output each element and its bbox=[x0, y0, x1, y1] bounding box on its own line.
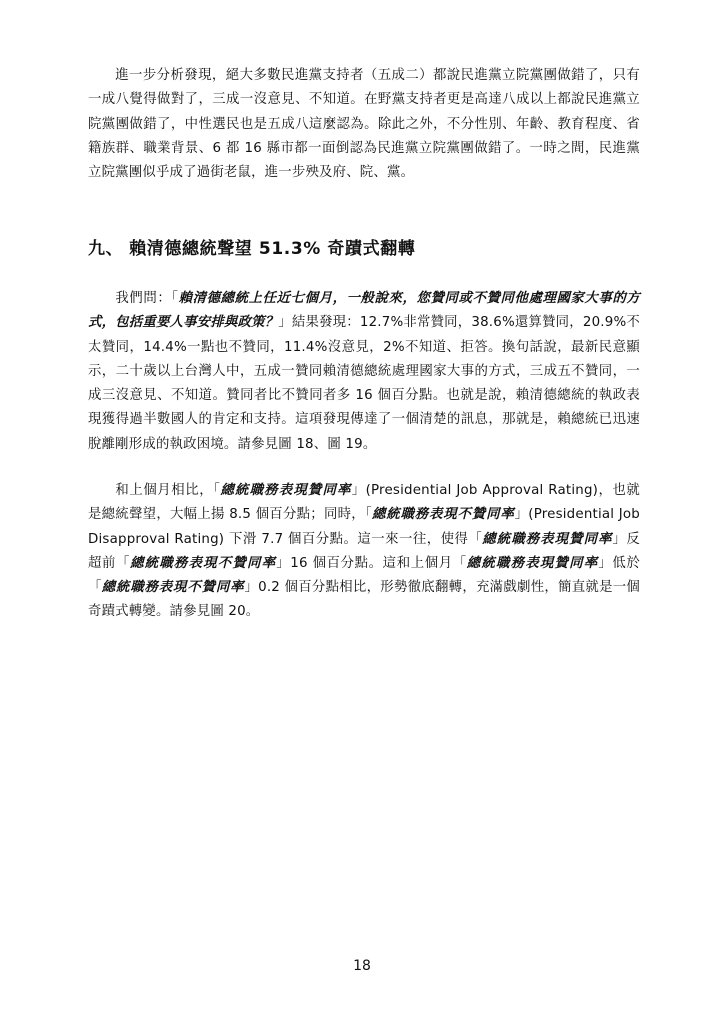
term-disapproval-rating: 總統職務表現不贊同率 bbox=[101, 580, 245, 596]
text-segment: 和上個月相比，「 bbox=[115, 483, 221, 498]
text-segment: 」(Presidential Job Approval Rating)，也就是總統聲望，大幅上揚 8.5 個百分點；同時，「 bbox=[88, 483, 641, 523]
survey-question: 賴清德總統上任近七個月，一般說來，您贊同或不贊同他處理國家大事的方式，包括重要人事安排與政策？ bbox=[88, 291, 640, 331]
term-disapproval-rating: 總統職務表現不贊同率 bbox=[371, 507, 515, 523]
text-segment: 」低於「 bbox=[88, 555, 641, 596]
paragraph-rating-comparison bbox=[88, 479, 640, 625]
text-segment: 」反超前「 bbox=[88, 531, 641, 571]
section-number: 九、 bbox=[88, 239, 124, 259]
question-results: 」結果發現：12.7%非常贊同，38.6%還算贊同，20.9%不太贊同，14.4%一點也不贊同，11.4%沒意見，2%不知道、拒答。換句話說，最新民意顯示，二十歲以上台灣人中，五成一贊同賴清德總統處理國家大事的方式，三成五不贊同，一成三沒意見、不知道。贊同者比不贊同者多 16 個百分點。也就是說，賴清德總統的執政表現獲得過半數國人的肯定和支持。這項發現傳達了一個清楚的訊息，那就是，賴總統已迅速脫離剛形成的執政困境。請參見圖 18、圖 19。 bbox=[88, 315, 640, 452]
term-approval-rating: 總統職務表現贊同率 bbox=[482, 531, 613, 547]
paragraph-approval-question bbox=[88, 287, 640, 457]
page-number: 18 bbox=[353, 958, 371, 974]
paragraph-text: 進一步分析發現，絕大多數民進黨支持者（五成二）都說民進黨立院黨團做錯了，只有一成八覺得做對了，三成一沒意見、不知道。在野黨支持者更是高達八成以上都說民進黨立院黨團做錯了，中性選民也是五成八這麼認為。除此之外，不分性別、年齡、教育程度、省籍族群、職業背景、6 都 16 縣市都一面倒認為民進黨立院黨團做錯了。一時之間，民進黨立院黨團似乎成了過街老鼠，進一步殃及府、院、黨。 bbox=[88, 68, 640, 181]
paragraph-party-analysis bbox=[88, 64, 640, 185]
question-lead: 我們問：「 bbox=[115, 291, 179, 306]
term-approval-rating: 總統職務表現贊同率 bbox=[220, 483, 352, 498]
term-approval-rating: 總統職務表現贊同率 bbox=[466, 555, 599, 571]
section-heading bbox=[88, 234, 640, 259]
text-segment: 」(Presidential Job Disapproval Rating) 下滑 7.7 個百分點。這一來一往，使得「 bbox=[88, 507, 640, 547]
text-segment: 」0.2 個百分點相比，形勢徹底翻轉，充滿戲劇性，簡直就是一個奇蹟式轉變。請參見圖 20。 bbox=[88, 580, 641, 620]
text-segment: 」16 個百分點。這和上個月「 bbox=[276, 555, 467, 571]
term-disapproval-rating: 總統職務表現不贊同率 bbox=[130, 555, 277, 571]
section-title: 賴清德總統聲望 51.3% 奇蹟式翻轉 bbox=[129, 239, 416, 259]
